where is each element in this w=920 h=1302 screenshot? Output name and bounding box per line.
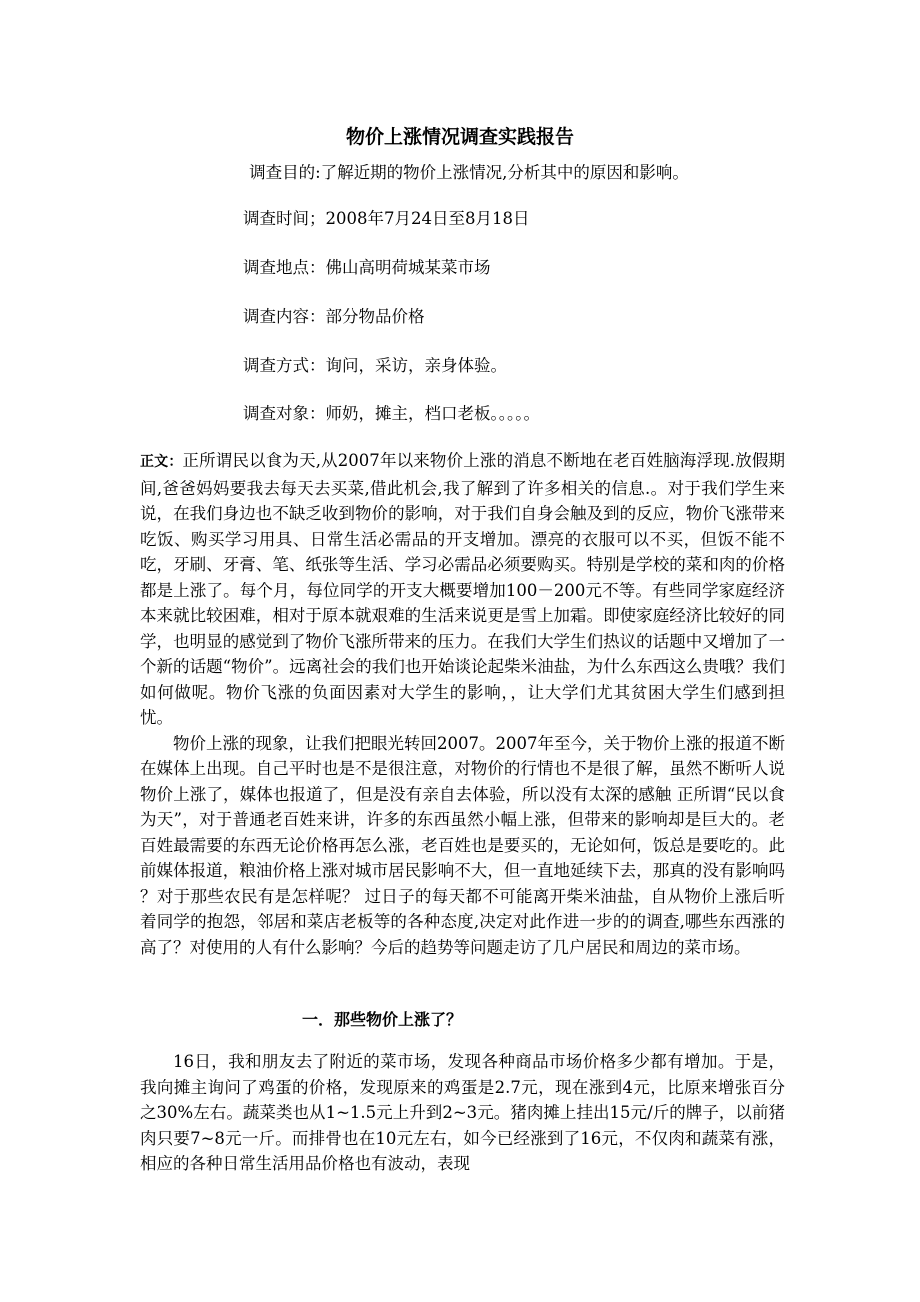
survey-content: 调查内容：部分物品价格	[243, 307, 425, 326]
section-1-body	[140, 1049, 785, 1177]
body-paragraph-1-text: 正所谓民以食为天,从2007年以来物价上涨的消息不断地在老百姓脑海浮现.放假期间,爸爸妈妈要我去每天去买菜,借此机会,我了解到了许多相关的信息.。对于我们学生来说，在我们身边也不缺乏收到物价的影响，对于我们自身会触及到的反应，物价飞涨带来吃饭、购买学习用具、日常生活必需品的开支增加。漂亮的衣服可以不买，但饭不能不吃，牙刷、牙膏、笔、纸张等生活、学习必需品必须要购买。特别是学校的菜和肉的价格都是上涨了。每个月，每位同学的开支大概要增加100－200元不等。有些同学家庭经济本来就比较困难，相对于原本就艰难的生活来说更是雪上加霜。即使家庭经济比较好的同学，也明显的感觉到了物价飞涨所带来的压力。在我们大学生们热议的话题中又增加了一个新的话题“物价”。远离社会的我们也开始谈论起柴米油盐，为什么东西这么贵哦？我们如何做呢。物价飞涨的负面因素对大学生的影响，，让大学们尤其贫困大学生们感到担忧。	[140, 451, 786, 727]
section-1-paragraph-1: 16日，我和朋友去了附近的菜市场，发现各种商品市场价格多少都有增加。于是，我向摊主询问了鸡蛋的价格，发现原来的鸡蛋是2.7元，现在涨到4元，比原来增张百分之30%左右。蔬菜类也从1~1.5元上升到2~3元。猪肉摊上挂出15元/斤的牌子，以前猪肉只要7~8元一斤。而排骨也在10元左右，如今已经涨到了16元，不仅肉和蔬菜有涨，相应的各种日常生活用品价格也有波动，表现	[140, 1052, 785, 1173]
survey-method: 调查方式：询问，采访，亲身体验。	[243, 356, 507, 375]
body-section	[140, 448, 785, 960]
survey-place: 调查地点：佛山高明荷城某菜市场	[243, 258, 491, 277]
survey-purpose: 调查目的:了解近期的物价上涨情况,分析其中的原因和影响。	[249, 163, 689, 182]
body-paragraph-2: 物价上涨的现象，让我们把眼光转回2007。2007年至今，关于物价上涨的报道不断在媒体上出现。自己平时也是不是很注意，对物价的行情也不是很了解，虽然不断听人说物价上涨了，媒体也报道了，但是没有亲自去体验，所以没有太深的感触 正所谓“民以食为天”，对于普通老百姓来讲，许多的东西虽然小幅上涨，但带来的影响却是巨大的。老百姓最需要的东西无论价格再怎么涨，老百姓也是要买的，无论如何，饭总是要吃的。此前媒体报道，粮油价格上涨对城市居民影响不大，但一直地延续下去，那真的没有影响吗 ？对于那些农民有是怎样呢？ 过日子的每天都不可能离开柴米油盐，自从物价上涨后听着同学的抱怨，邻居和菜店老板等的各种态度,决定对此作进一步的的调查,哪些东西涨的高了？对使用的人有什么影响？今后的趋势等问题走访了几户居民和周边的菜市场。	[140, 733, 785, 957]
report-title: 物价上涨情况调查实践报告	[345, 126, 574, 148]
body-label: 正文：	[140, 454, 183, 470]
section-heading-1: 一．那些物价上涨了？	[302, 1010, 463, 1029]
survey-object: 调查对象：师奶，摊主，档口老板。。。。。	[243, 404, 540, 423]
survey-time: 调查时间；2008年7月24日至8月18日	[243, 209, 530, 228]
body-paragraph-1	[140, 448, 785, 731]
